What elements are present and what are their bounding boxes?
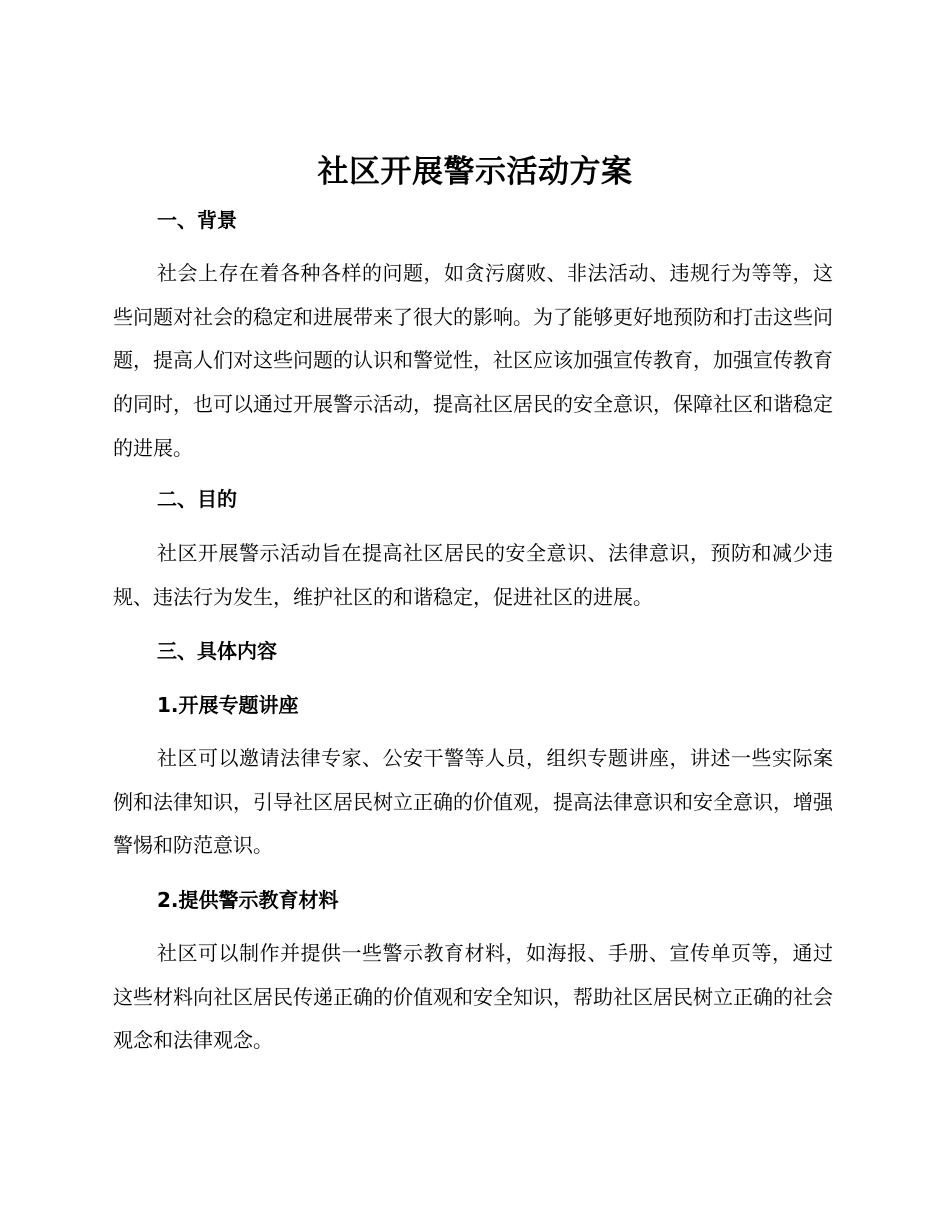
section-heading-background: 一、背景 xyxy=(157,208,237,232)
section-paragraph-purpose: 社区开展警示活动旨在提高社区居民的安全意识、法律意识，预防和减少违规、违法行为发生，维护社区的和谐稳定，促进社区的进展。 xyxy=(113,541,833,609)
subsection-heading-materials: 2.提供警示教育材料 xyxy=(157,888,339,912)
subsection-paragraph-lecture: 社区可以邀请法律专家、公安干警等人员，组织专题讲座，讲述一些实际案例和法律知识，引导社区居民树立正确的价值观，提高法律意识和安全意识，增强警惕和防范意识。 xyxy=(113,746,833,858)
subsection-heading-lecture: 1.开展专题讲座 xyxy=(157,693,299,717)
document-title: 社区开展警示活动方案 xyxy=(317,154,633,190)
section-heading-content: 三、具体内容 xyxy=(157,639,277,663)
section-heading-purpose: 二、目的 xyxy=(157,487,237,511)
subsection-paragraph-materials: 社区可以制作并提供一些警示教育材料，如海报、手册、宣传单页等，通过这些材料向社区居民传递正确的价值观和安全知识，帮助社区居民树立正确的社会观念和法律观念。 xyxy=(113,941,833,1053)
section-paragraph-background: 社会上存在着各种各样的问题，如贪污腐败、非法活动、违规行为等等，这些问题对社会的稳定和进展带来了很大的影响。为了能够更好地预防和打击这些问题，提高人们对这些问题的认识和警觉性，社区应该加强宣传教育，加强宣传教育的同时，也可以通过开展警示活动，提高社区居民的安全意识，保障社区和谐稳定的进展。 xyxy=(113,261,833,460)
